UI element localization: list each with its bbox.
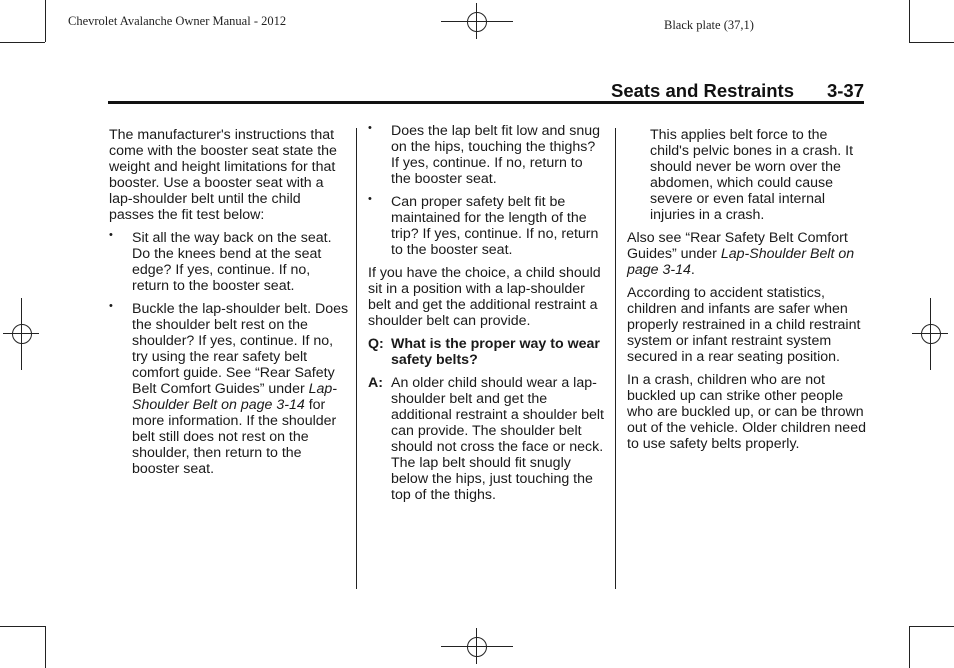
list-item xyxy=(109,301,349,477)
crop-mark xyxy=(909,0,910,42)
header-rule xyxy=(108,101,864,104)
answer-label: A: xyxy=(368,375,383,391)
continued-answer: This applies belt force to the child's pelvic bones in a crash. It should never be worn over the abdomen, which could cause severe or even fatal internal injuries in a crash. xyxy=(650,127,854,223)
registration-circle xyxy=(467,637,487,657)
section-title: Seats and Restraints xyxy=(610,80,794,101)
crop-mark xyxy=(909,626,954,627)
answer xyxy=(368,375,604,503)
column-divider xyxy=(356,128,357,589)
list-item xyxy=(368,123,604,187)
bullet-icon: • xyxy=(109,229,113,241)
crop-mark xyxy=(45,0,46,42)
list-item-text: for more information. If the shoulder belt still does not rest on the shoulder, then return to the booster seat. xyxy=(132,397,337,477)
bullet-icon: • xyxy=(368,193,372,205)
intro-paragraph: The manufacturer's instructions that come with the booster seat state the weight and height limitations for that booster. Use a booster seat with a lap-shoulder belt until the child passes the fit test below: xyxy=(109,127,337,223)
crop-mark xyxy=(45,626,46,668)
list-item xyxy=(109,230,349,294)
paragraph: In a crash, children who are not buckled up can strike other people who are buckled up, or can be thrown out of the vehicle. Older children need to use safety belts properly. xyxy=(627,372,866,452)
registration-line xyxy=(441,21,513,22)
list-item-text: Can proper safety belt fit be maintained for the length of the trip? If yes, continue. If no, return to the booster seat. xyxy=(391,194,599,258)
paragraph: According to accident statistics, children and infants are safer when properly restrained in a child restraint system or infant restraint system secured in a rear seating position. xyxy=(627,285,861,365)
page-number: 3-37 xyxy=(826,80,864,101)
question-text: What is the proper way to wear safety belts? xyxy=(391,336,600,368)
cross-reference-link[interactable]: Lap-Shoulder Belt on page 3-14 xyxy=(132,381,338,413)
crop-mark xyxy=(909,626,910,668)
column-2 xyxy=(368,123,604,510)
column-3 xyxy=(627,127,867,459)
registration-line xyxy=(930,298,931,370)
bullet-icon: • xyxy=(368,122,372,134)
crop-mark xyxy=(0,626,45,627)
list-item xyxy=(368,194,604,258)
crop-mark xyxy=(909,42,954,43)
cross-reference-link[interactable]: Lap-Shoulder Belt on page 3-14 xyxy=(627,246,855,278)
manual-title: Chevrolet Avalanche Owner Manual - 2012 xyxy=(68,14,287,28)
bullet-icon: • xyxy=(109,300,113,312)
paragraph: If you have the choice, a child should sit in a position with a lap-shoulder belt and get the additional restraint a shoulder belt can provide. xyxy=(368,265,601,329)
paragraph-text: Also see “Rear Safety Belt Comfort Guides” under xyxy=(627,230,848,262)
list-item-text: Does the lap belt fit low and snug on the hips, touching the thighs? If yes, continue. If no, return to the booster seat. xyxy=(391,123,601,187)
list-item-text: Buckle the lap-shoulder belt. Does the shoulder belt rest on the shoulder? If yes, continue. If no, try using the rear safety belt comfort guide. See “Rear Safety Belt Comfort Guides” under xyxy=(132,301,349,397)
question xyxy=(368,336,604,368)
registration-line xyxy=(476,3,477,39)
list-item-text: Sit all the way back on the seat. Do the knees bend at the seat edge? If yes, continue. If no, return to the booster seat. xyxy=(132,230,332,294)
paragraph xyxy=(627,230,867,278)
registration-line xyxy=(21,298,22,370)
column-divider xyxy=(615,128,616,589)
registration-circle xyxy=(12,324,32,344)
paragraph-text: . xyxy=(690,262,695,278)
answer-text: An older child should wear a lap-shoulder belt and get the additional restraint a shoulder belt can provide. The shoulder belt should not cross the face or neck. The lap belt should fit snugly below the hips, just touching the top of the thighs. xyxy=(391,375,604,503)
registration-line xyxy=(441,646,513,647)
plate-label: Black plate (37,1) xyxy=(664,18,754,32)
question-label: Q: xyxy=(368,336,384,352)
column-1 xyxy=(109,127,349,484)
registration-circle xyxy=(467,12,487,32)
crop-mark xyxy=(0,42,45,43)
registration-circle xyxy=(921,324,941,344)
registration-line xyxy=(476,628,477,664)
